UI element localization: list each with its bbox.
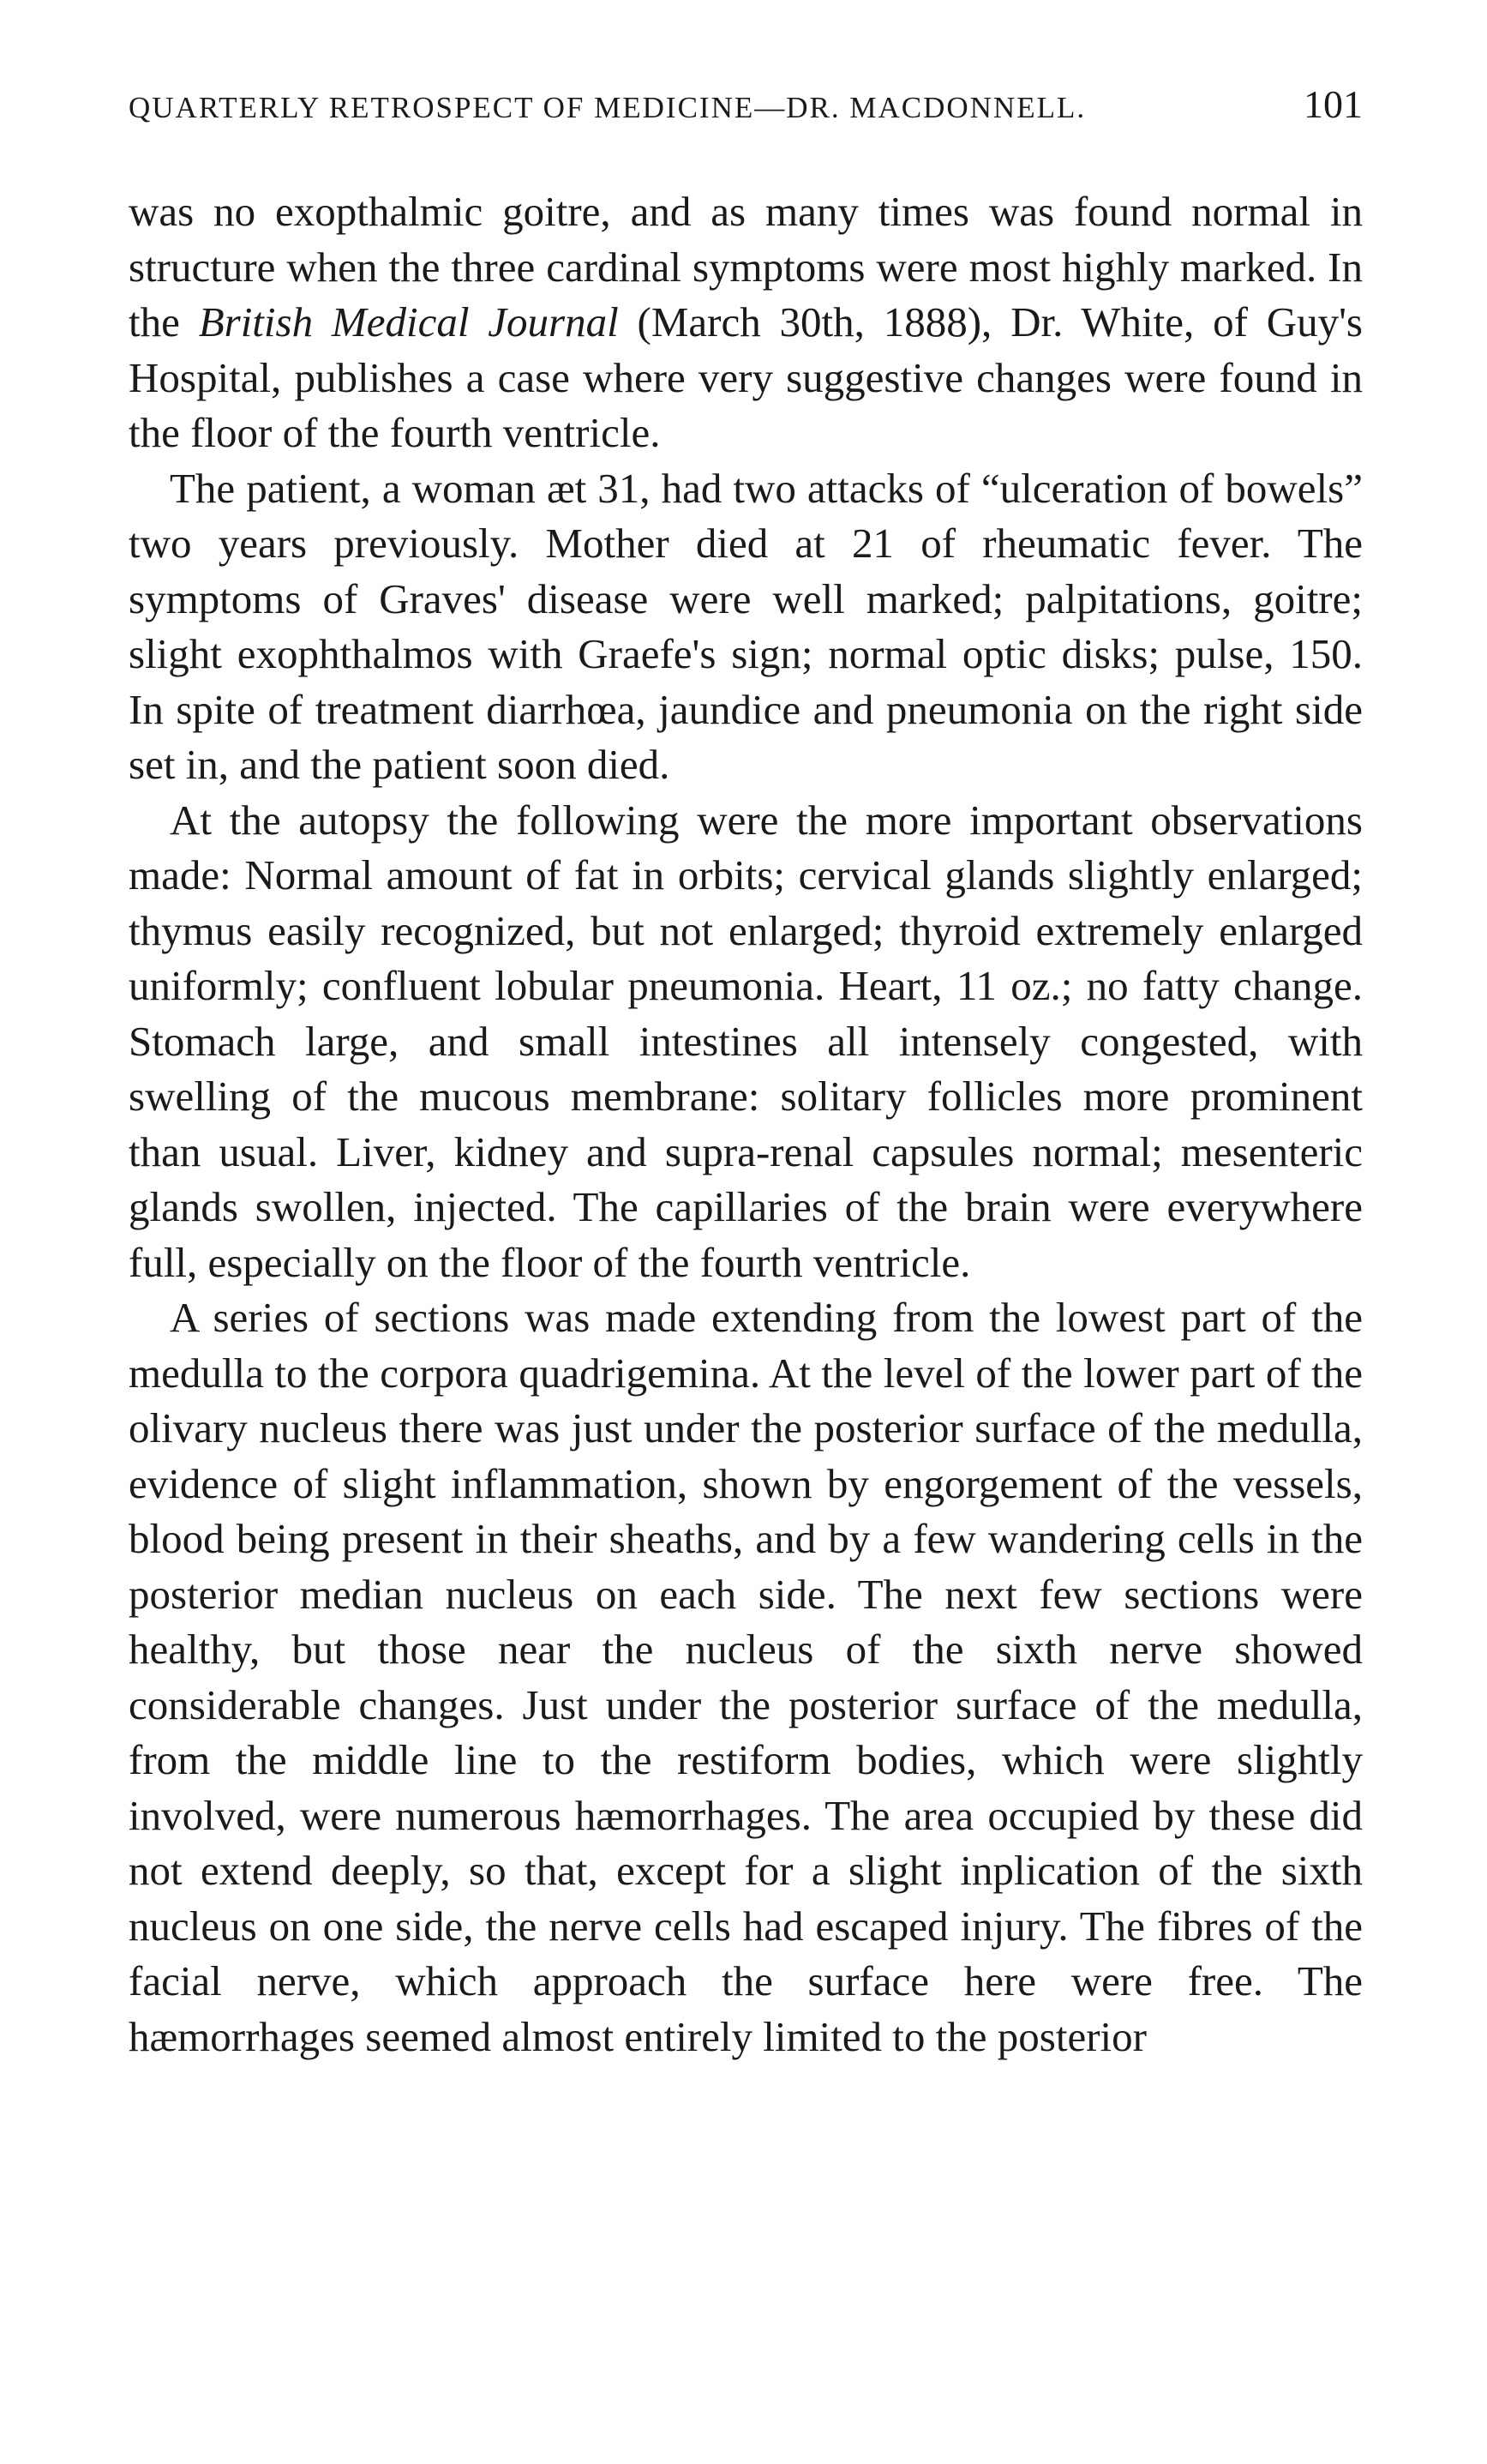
paragraph-1 xyxy=(129,184,1363,461)
document-page xyxy=(129,81,1363,2064)
journal-title: British Medical Journal xyxy=(198,298,619,346)
paragraph-1-text-a: was no exopthalmic goitre, and as many times was found normal in structure when the three cardinal symptoms were most highly marked. In the xyxy=(129,188,1363,346)
paragraph-4: A series of sections was made extending from the lowest part of the medulla to the corpora quadrigemina. At the level of the lower part of the olivary nucleus there was just under the posterior surface of the medulla, evidence of slight inflammation, shown by engorgement of the vessels, blood being present in their sheaths, and by a few wandering cells in the posterior median nucleus on each side. The next few sections were healthy, but those near the nucleus of the sixth nerve showed considerable changes. Just under the posterior surface of the medulla, from the middle line to the restiform bodies, which were slightly involved, were numerous hæmorrhages. The area occupied by these did not extend deeply, so that, except for a slight inplication of the sixth nucleus on one side, the nerve cells had escaped injury. The fibres of the facial nerve, which approach the surface here were free. The hæmorrhages seemed almost entirely limited to the posterior xyxy=(129,1294,1363,2060)
paragraph-3: At the autopsy the following were the more important observations made: Normal amount of fat in orbits; cervical glands slightly enlarged; thymus easily recognized, but not enlarged; thyroid extremely enlarged uniformly; confluent lobular pneumonia. Heart, 11 oz.; no fatty change. Stomach large, and small intestines all intensely congested, with swelling of the mucous membrane: solitary follicles more prominent than usual. Liver, kidney and supra-renal capsules normal; mesenteric glands swollen, injected. The capillaries of the brain were everywhere full, especially on the floor of the fourth ventricle. xyxy=(129,796,1363,1286)
page-header xyxy=(129,81,1363,150)
paragraph-2: The patient, a woman æt 31, had two attacks of “ulceration of bowels” two years previously. Mother died at 21 of rheumatic fever. The symptoms of Graves' disease were well marked; palpitations, goitre; slight exophthalmos with Graefe's sign; normal optic disks; pulse, 150. In spite of treatment diarrhœa, jaundice and pneumonia on the right side set in, and the patient soon died. xyxy=(129,464,1363,788)
running-head: QUARTERLY RETROSPECT OF MEDICINE—DR. MACDONNELL. xyxy=(129,91,1087,124)
page-number: 101 xyxy=(1304,82,1363,126)
body-text xyxy=(129,184,1363,2064)
paragraph-1-text-b: (March 30th, 1888), Dr. White, of Guy's Hospital, publishes a case where very suggestive changes were found in the floor of the fourth ventricle. xyxy=(129,298,1363,456)
